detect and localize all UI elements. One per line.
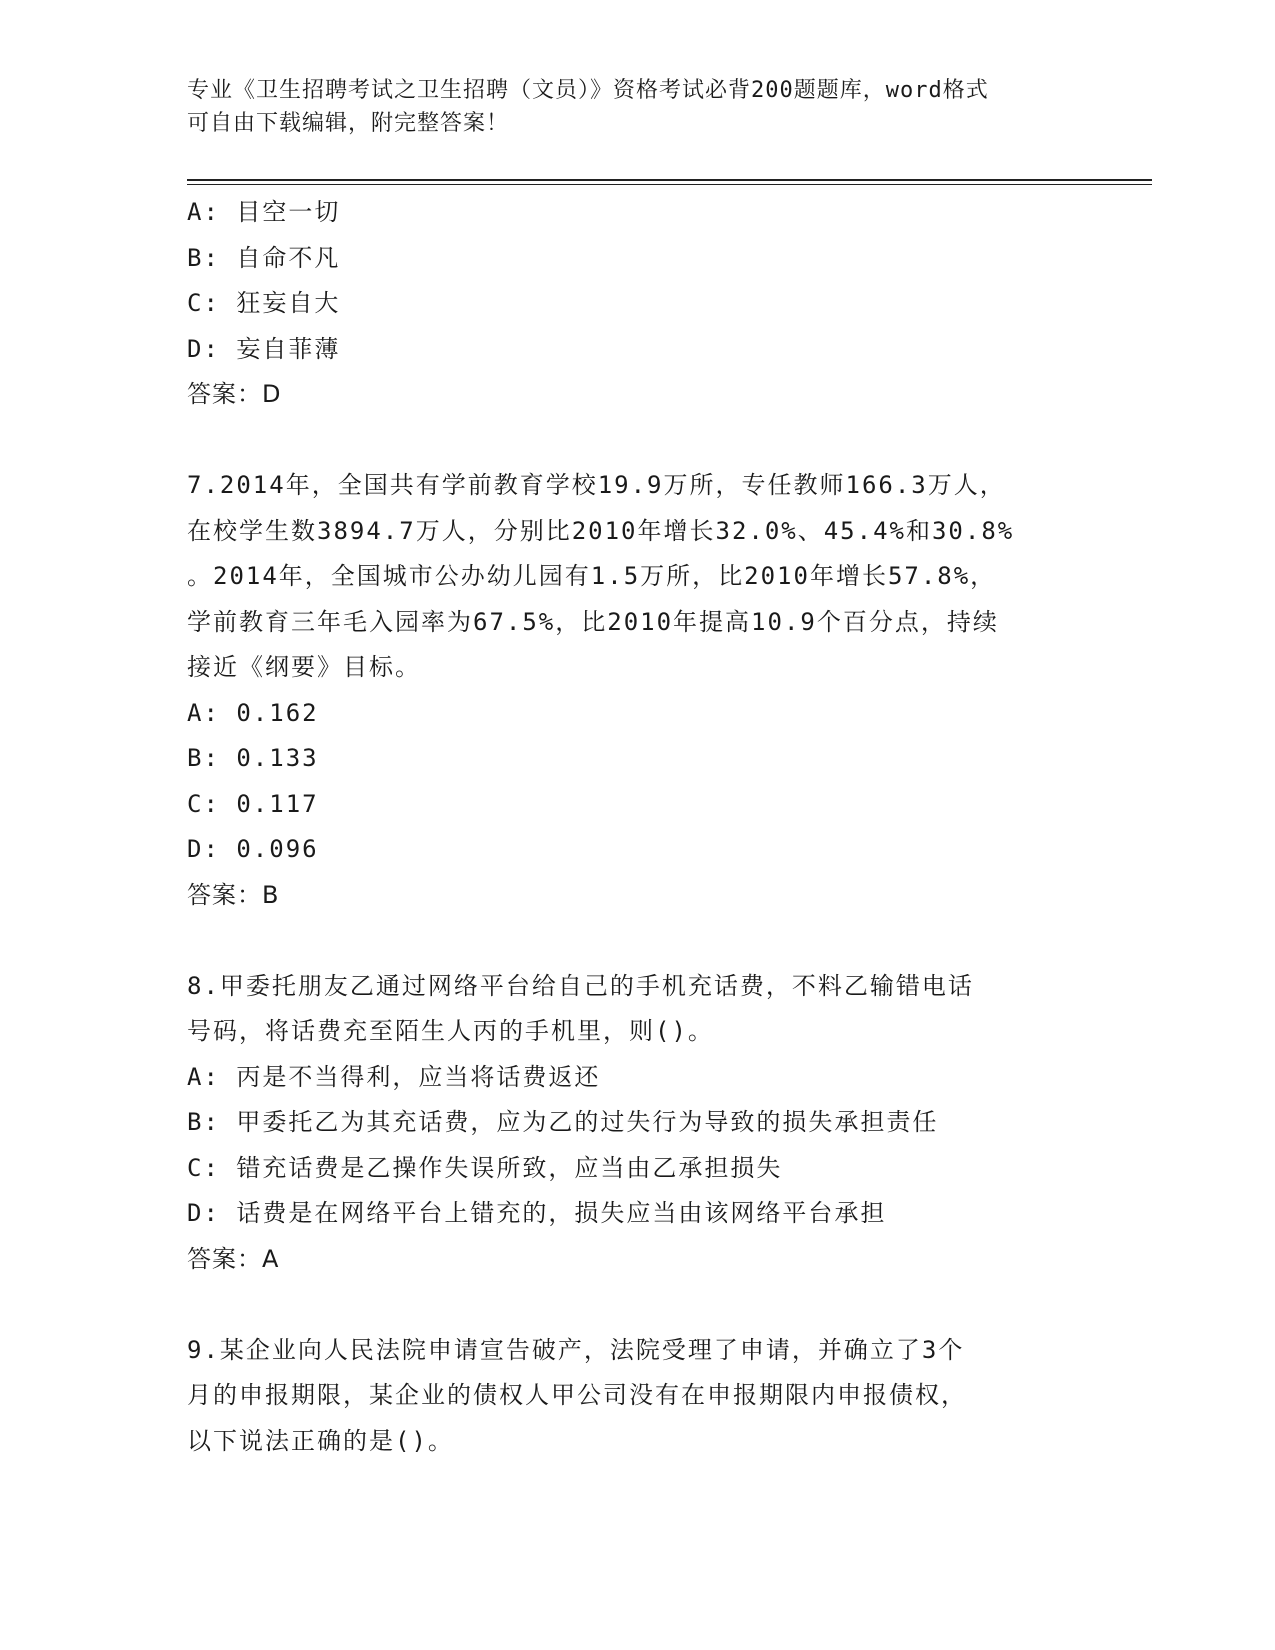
option-d: D: 话费是在网络平台上错充的，损失应当由该网络平台承担 <box>187 1199 887 1227</box>
question-text-line: 月的申报期限，某企业的债权人甲公司没有在申报期限内申报债权， <box>187 1381 967 1409</box>
question-text-line: 学前教育三年毛入园率为67.5%，比2010年提高10.9个百分点，持续 <box>187 607 999 636</box>
header-line-1: 专业《卫生招聘考试之卫生招聘（文员）》资格考试必背200题题库，word格式 <box>187 78 989 103</box>
question-text-line: 。2014年，全国城市公办幼儿园有1.5万所，比2010年增长57.8%， <box>187 562 997 590</box>
document-header <box>187 74 1067 140</box>
option-d: D: 0.096 <box>187 835 319 863</box>
option-a: A: 丙是不当得利，应当将话费返还 <box>187 1062 601 1091</box>
question-8 <box>187 964 1087 1283</box>
question-text-line: 8.甲委托朋友乙通过网络平台给自己的手机充话费，不料乙输错电话 <box>187 971 974 1000</box>
header-line-2: 可自由下载编辑，附完整答案！ <box>187 111 510 136</box>
answer-line: 答案：A <box>187 1244 280 1273</box>
spacer <box>187 418 1087 464</box>
option-c: C: 0.117 <box>187 789 319 818</box>
answer-line: 答案：B <box>187 880 280 909</box>
question-content <box>187 190 1087 1464</box>
option-a: A: 0.162 <box>187 698 319 727</box>
spacer <box>187 918 1087 964</box>
header-rule-thin <box>187 184 1152 185</box>
option-b: B: 0.133 <box>187 744 319 772</box>
answer-line: 答案：D <box>187 380 282 408</box>
option-d: D: 妄自菲薄 <box>187 334 341 363</box>
question-text-line: 接近《纲要》目标。 <box>187 653 421 681</box>
option-b: B: 甲委托乙为其充话费，应为乙的过失行为导致的损失承担责任 <box>187 1108 939 1136</box>
question-text-line: 7.2014年，全国共有学前教育学校19.9万所，专任教师166.3万人， <box>187 471 1006 499</box>
question-text-line: 9.某企业向人民法院申请宣告破产，法院受理了申请，并确立了3个 <box>187 1335 965 1364</box>
option-a: A: 目空一切 <box>187 198 341 226</box>
question-9 <box>187 1328 1087 1465</box>
question-text-line: 以下说法正确的是()。 <box>187 1426 454 1455</box>
option-c: C: 错充话费是乙操作失误所致，应当由乙承担损失 <box>187 1153 783 1182</box>
option-b: B: 自命不凡 <box>187 243 341 272</box>
question-text-line: 号码，将话费充至陌生人丙的手机里，则()。 <box>187 1017 714 1045</box>
question-6 <box>187 190 1087 418</box>
question-7 <box>187 463 1087 918</box>
question-text-line: 在校学生数3894.7万人，分别比2010年增长32.0%、45.4%和30.8% <box>187 516 1015 545</box>
header-rule-thick <box>187 179 1152 181</box>
spacer <box>187 1282 1087 1328</box>
option-c: C: 狂妄自大 <box>187 289 341 317</box>
